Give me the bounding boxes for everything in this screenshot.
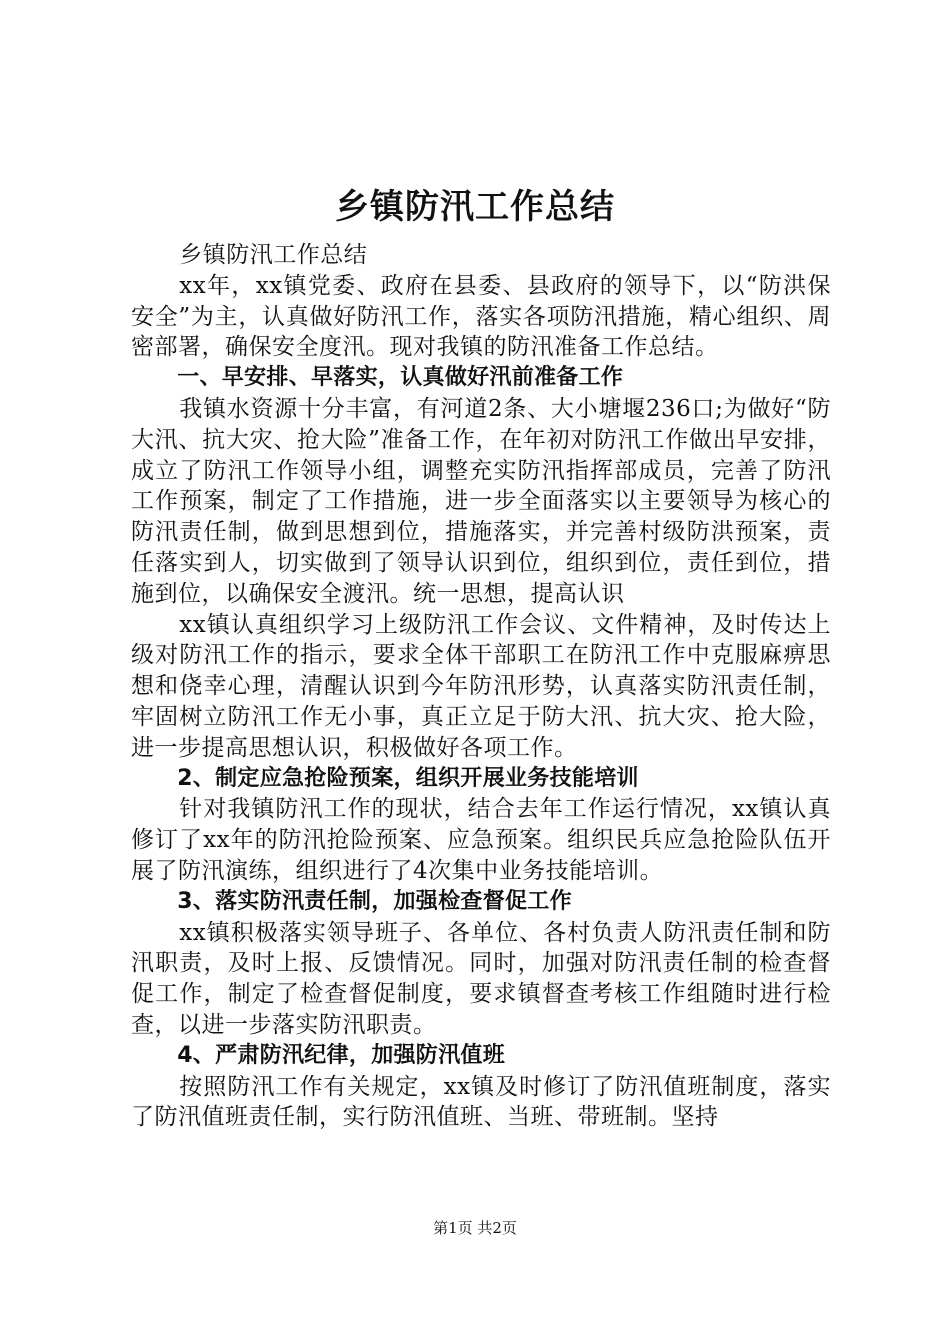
document-body xyxy=(131,240,831,1133)
section-heading-1: 一、早安排、早落实，认真做好汛前准备工作 xyxy=(177,365,624,391)
paragraph-section-4: 按照防汛工作有关规定，xx镇及时修订了防汛值班制度，落实了防汛值班责任制，实行防汛值班、当班、带班制。坚持 xyxy=(131,1073,831,1131)
paragraph-section-1: 我镇水资源十分丰富，有河道2条、大小塘堰236口;为做好“防大汛、抗大灾、抢大险”准备工作，在年初对防汛工作做出早安排，成立了防汛工作领导小组，调整充实防汛指挥部成员，完善了防汛工作预案，制定了工作措施，进一步全面落实以主要领导为核心的防汛责任制，做到思想到位，措施落实，并完善村级防洪预案，责任落实到人，切实做到了领导认识到位，组织到位，责任到位，措施到位，以确保安全渡汛。统一思想，提高认识 xyxy=(131,395,831,607)
section-heading-3: 3、落实防汛责任制，加强检查督促工作 xyxy=(177,888,572,914)
paragraph-section-3: xx镇积极落实领导班子、各单位、各村负责人防汛责任制和防汛职责，及时上报、反馈情况。同时，加强对防汛责任制的检查督促工作，制定了检查督促制度，要求镇督查考核工作组随时进行检查，以进一步落实防汛职责。 xyxy=(131,919,831,1038)
section-heading-4: 4、严肃防汛纪律，加强防汛值班 xyxy=(177,1042,505,1068)
paragraph-section-1-b: xx镇认真组织学习上级防汛工作会议、文件精神，及时传达上级对防汛工作的指示，要求全体干部职工在防汛工作中克服麻痹思想和侥幸心理，清醒认识到今年防汛形势，认真落实防汛责任制，牢固树立防汛工作无小事，真正立足于防大汛、抗大灾、抢大险，进一步提高思想认识，积极做好各项工作。 xyxy=(131,611,831,761)
document-title: 乡镇防汛工作总结 xyxy=(335,187,615,227)
paragraph-intro: xx年，xx镇党委、政府在县委、县政府的领导下，以“防洪保安全”为主，认真做好防汛工作，落实各项防汛措施，精心组织、周密部署，确保安全度汛。现对我镇的防汛准备工作总结。 xyxy=(131,272,831,361)
paragraph-section-2: 针对我镇防汛工作的现状，结合去年工作运行情况，xx镇认真修订了xx年的防汛抢险预案、应急预案。组织民兵应急抢险队伍开展了防汛演练，组织进行了4次集中业务技能培训。 xyxy=(131,796,831,884)
section-heading-2: 2、制定应急抢险预案，组织开展业务技能培训 xyxy=(177,765,639,791)
page-number-footer: 第1页 共2页 xyxy=(433,1219,517,1237)
paragraph-subtitle: 乡镇防汛工作总结 xyxy=(179,242,368,268)
